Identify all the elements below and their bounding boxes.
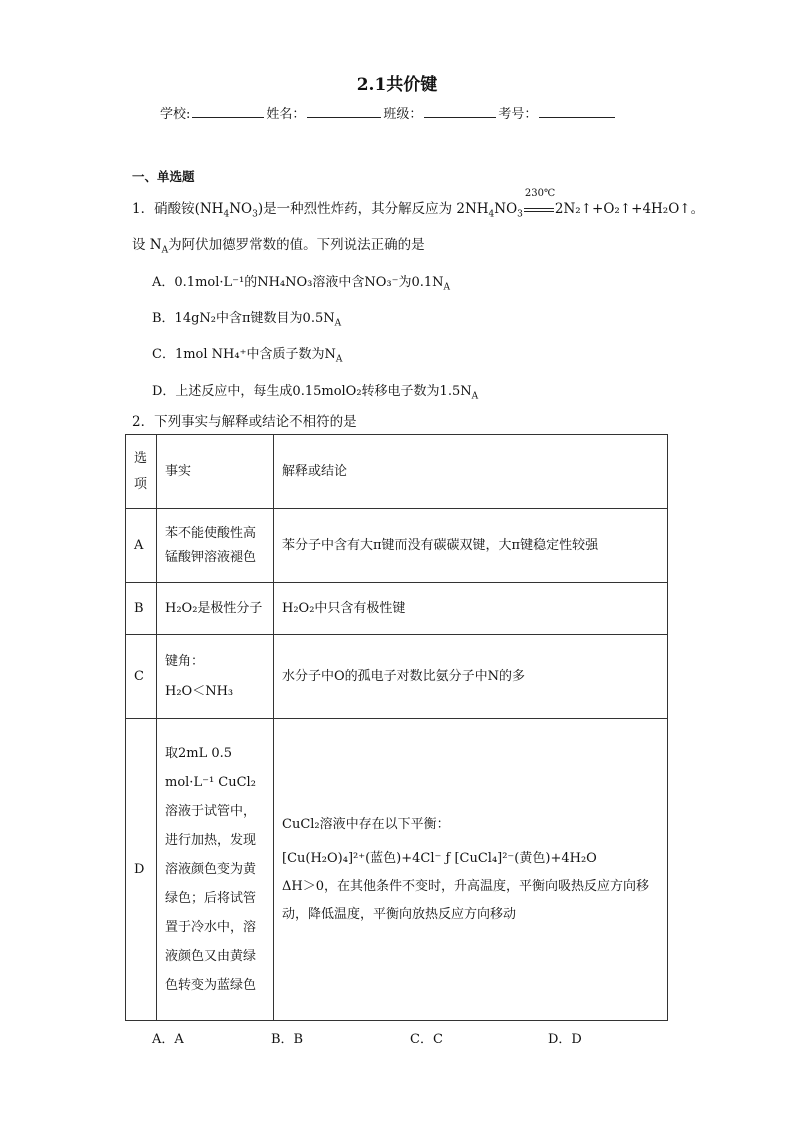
header-fact: 事实: [157, 435, 274, 509]
q1-text-a: 1．硝酸铵(NH: [132, 201, 224, 217]
option-a-text: A．0.1mol·L⁻¹的NH₄NO₃溶液中含NO₃⁻为0.1N: [152, 275, 444, 290]
header-explain: 解释或结论: [274, 435, 668, 509]
class-blank[interactable]: [424, 103, 496, 118]
row-c-fact-line1: 键角：: [165, 653, 205, 669]
row-d-key: D: [126, 719, 157, 1021]
option-b-text: B．14gN₂中含π键数目为0.5N: [152, 311, 335, 326]
table-row-b: [126, 583, 668, 635]
school-label: 学校:: [160, 107, 191, 122]
q1-option-d[interactable]: D．上述反应中，每生成0.15molO₂转移电子数为$1.5N_A$: [152, 384, 479, 402]
page-title: 2.1共价键: [356, 75, 438, 95]
row-b-key: B: [126, 583, 157, 635]
row-d-equilibrium: [Cu(H₂O)₄]²⁺(蓝色)+4Cl⁻ ƒ [CuCl₄]²⁻(黄色)+4H₂O: [282, 850, 597, 866]
q1-text-d: NO: [494, 201, 518, 217]
option-d-text: D．上述反应中，每生成0.15molO₂转移电子数为1.5N: [152, 384, 472, 399]
condition-label: 230℃: [524, 188, 556, 199]
school-blank[interactable]: [192, 103, 264, 118]
q1-text-b: NO: [229, 201, 253, 217]
q1-na-symbol: 设 N: [132, 237, 162, 253]
answer-b[interactable]: B．B: [271, 1032, 304, 1047]
table-header-row: [126, 435, 668, 509]
answer-d[interactable]: D．D: [548, 1032, 582, 1047]
q1-option-b[interactable]: B．14gN₂中含π键数目为$0.5N_A$: [152, 311, 342, 329]
student-info-line: [160, 103, 617, 122]
row-c-explain: 水分子中O的孤电子对数比氨分子中N的多: [274, 635, 668, 719]
row-c-fact: [157, 635, 274, 719]
class-label: 班级：: [383, 107, 423, 122]
q1-products: 2N₂↑+O₂↑+4H₂O↑。: [554, 201, 705, 217]
q1-stem-line1: 1．硝酸铵$(NH_4NO_3)$是一种烈性炸药，其分解反应为 $2NH_4NO_3$ 230℃ 2N₂↑+O₂↑+4H₂O↑。: [132, 188, 705, 220]
table-row-a: [126, 509, 668, 583]
table-row-d: [126, 719, 668, 1021]
row-d-explain-line1: CuCl₂溶液中存在以下平衡：: [282, 816, 450, 832]
row-a-explain: 苯分子中含有大π键而没有碳碳双键，大π键稳定性较强: [274, 509, 668, 583]
row-d-fact: 取2mL 0.5 mol·L⁻¹ CuCl₂溶液于试管中，进行加热，发现溶液颜色变为黄绿色；后将试管置于冷水中，溶液颜色又由黄绿色转变为蓝绿色: [157, 719, 274, 1021]
row-a-key: A: [126, 509, 157, 583]
equals-sign: [524, 208, 554, 212]
q1-option-c[interactable]: C．1mol NH₄⁺中含质子数为$N_A$: [152, 347, 343, 365]
option-c-text: C．1mol NH₄⁺中含质子数为N: [152, 347, 336, 362]
row-a-fact: 苯不能使酸性高锰酸钾溶液褪色: [157, 509, 274, 583]
row-b-fact: H₂O₂是极性分子: [157, 583, 274, 635]
number-label: 考号：: [498, 107, 538, 122]
number-blank[interactable]: [539, 103, 615, 118]
section-heading: 一、单选题: [132, 169, 195, 184]
name-label: 姓名：: [266, 107, 306, 122]
reaction-condition: [523, 188, 556, 217]
name-blank[interactable]: [307, 103, 381, 118]
q1-stem-line2: 设 $N_A$为阿伏加德罗常数的值。下列说法正确的是: [132, 237, 425, 256]
row-c-fact-line2: H₂O＜NH₃: [165, 683, 234, 699]
answer-a[interactable]: A．A: [152, 1032, 184, 1047]
q1-option-a[interactable]: A．0.1mol·L⁻¹的NH₄NO₃溶液中含NO₃⁻为$0.1N_A$: [152, 275, 451, 293]
row-c-key: C: [126, 635, 157, 719]
table-row-c: [126, 635, 668, 719]
header-option: 选项: [126, 435, 157, 509]
row-b-explain: H₂O₂中只含有极性键: [274, 583, 668, 635]
q2-table: [125, 434, 668, 1021]
q1-text-c: )是一种烈性炸药，其分解反应为 2NH: [257, 201, 489, 217]
answer-c[interactable]: C．C: [410, 1032, 443, 1047]
q2-stem: 2．下列事实与解释或结论不相符的是: [132, 414, 357, 430]
row-d-explain: [274, 719, 668, 1021]
row-d-explain-line3: ΔH＞0，在其他条件不变时，升高温度，平衡向吸热反应方向移动，降低温度，平衡向放热反应方向移动: [282, 878, 649, 922]
q1-stem-text: 为阿伏加德罗常数的值。下列说法正确的是: [168, 237, 425, 253]
